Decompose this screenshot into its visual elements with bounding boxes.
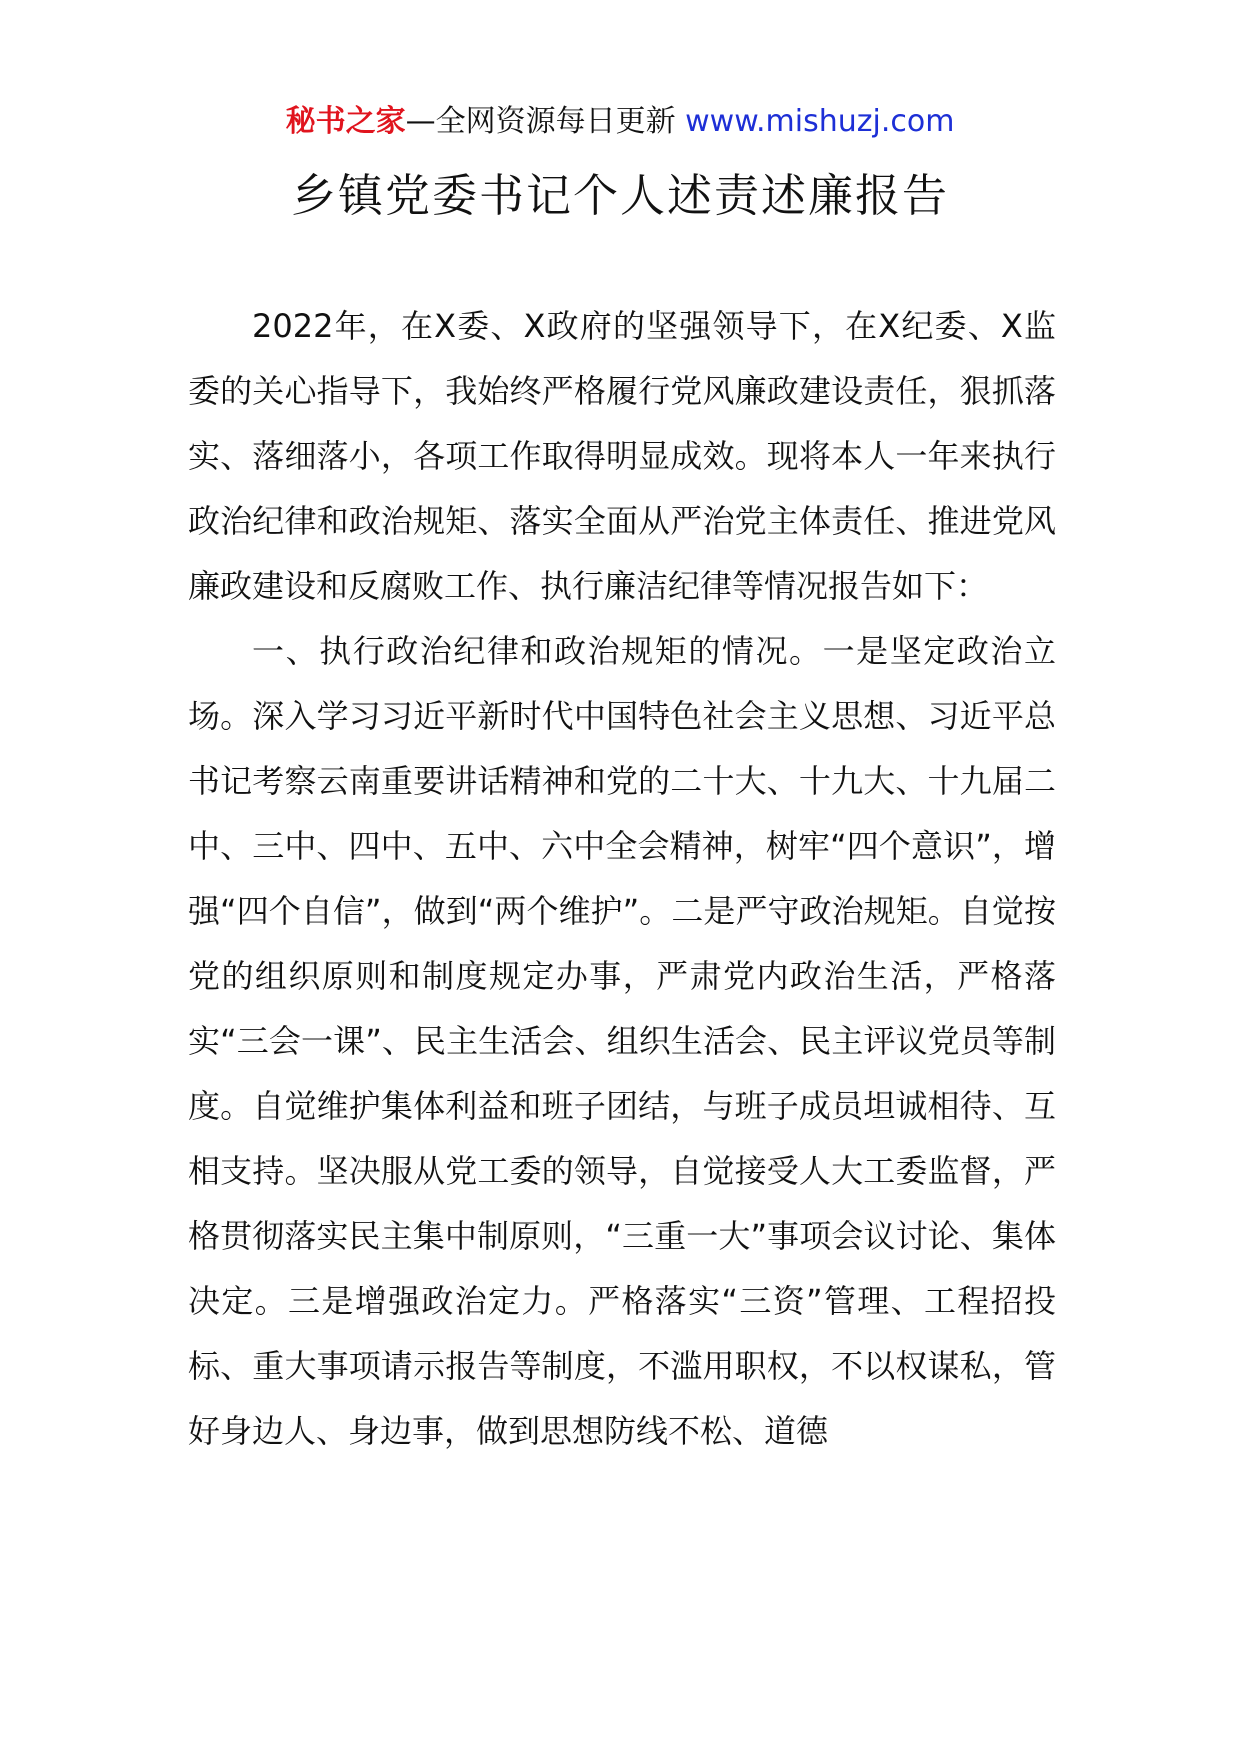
document-body [188,294,1056,1464]
document-title: 乡镇党委书记个人述责述廉报告 [290,169,949,222]
paragraph-section-one: 一、执行政治纪律和政治规矩的情况。一是坚定政治立场。深入学习习近平新时代中国特色社会主义思想、习近平总书记考察云南重要讲话精神和党的二十大、十九大、十九届二中、三中、四中、五中、六中全会精神，树牢“四个意识”，增强“四个自信”，做到“两个维护”。二是严守政治规矩。自觉按党的组织原则和制度规定办事，严肃党内政治生活，严格落实“三会一课”、民主生活会、组织生活会、民主评议党员等制度。自觉维护集体利益和班子团结，与班子成员坦诚相待、互相支持。坚决服从党工委的领导，自觉接受人大工委监督，严格贯彻落实民主集中制原则，“三重一大”事项会议讨论、集体决定。三是增强政治定力。严格落实“三资”管理、工程招投标、重大事项请示报告等制度，不滥用职权，不以权谋私，管好身边人、身边事，做到思想防线不松、道德 [188,632,1056,1450]
brand-name: 秘书之家 [285,104,406,139]
paragraph-intro: 2022年，在X委、X政府的坚强领导下，在X纪委、X监委的关心指导下，我始终严格履行党风廉政建设责任，狠抓落实、落细落小，各项工作取得明显成效。现将本人一年来执行政治纪律和政治规矩、落实全面从严治党主体责任、推进党风廉政建设和反腐败工作、执行廉洁纪律等情况报告如下： [188,307,1056,605]
site-url-link[interactable]: www.mishuzj.com [685,104,955,139]
header-tagline: —全网资源每日更新 [405,104,686,139]
site-header [0,102,1240,142]
